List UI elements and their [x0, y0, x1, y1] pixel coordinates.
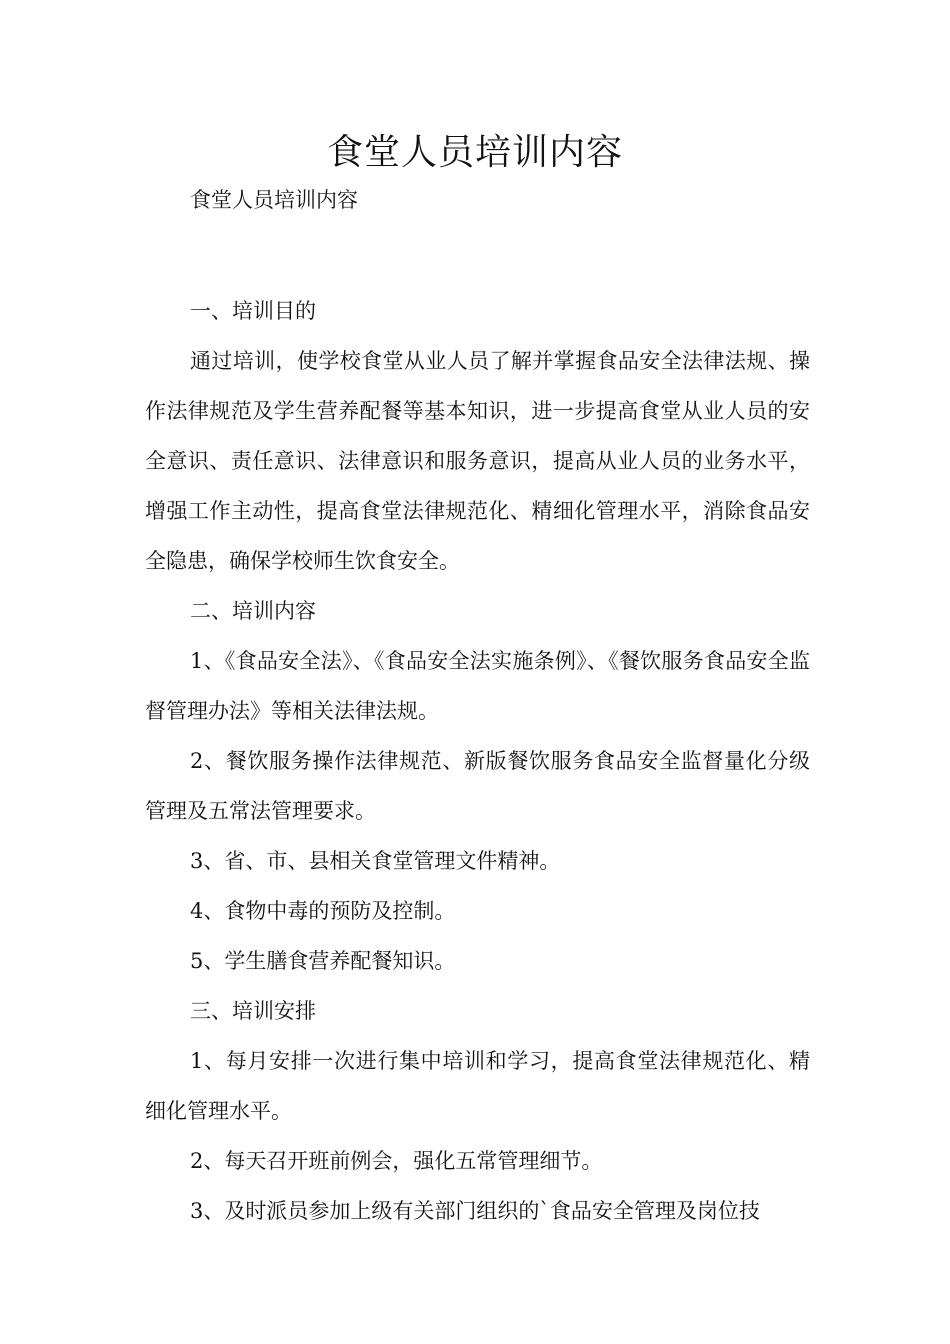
- content-item-4: 4、食物中毒的预防及控制。: [190, 899, 456, 923]
- arrangement-item-1: 1、每月安排一次进行集中培训和学习，提高食堂法律规范化、精细化管理水平。: [145, 1049, 810, 1123]
- document-subtitle: 食堂人员培训内容: [190, 188, 358, 212]
- section-heading-content: 二、培训内容: [190, 599, 316, 623]
- section-heading-purpose: 一、培训目的: [190, 299, 316, 323]
- paragraph-purpose: 通过培训，使学校食堂从业人员了解并掌握食品安全法律法规、操作法律规范及学生营养配餐等基本知识，进一步提高食堂从业人员的安全意识、责任意识、法律意识和服务意识，提高从业人员的业务水平，增强工作主动性，提高食堂法律规范化、精细化管理水平，消除食品安全隐患，确保学校师生饮食安全。: [145, 349, 810, 573]
- content-item-3: 3、省、市、县相关食堂管理文件精神。: [190, 849, 561, 873]
- document-title: 食堂人员培训内容: [326, 132, 623, 173]
- document-body: [145, 286, 810, 1236]
- arrangement-item-3: 3、及时派员参加上级有关部门组织的`食品安全管理及岗位技: [190, 1199, 760, 1223]
- content-item-2: 2、餐饮服务操作法律规范、新版餐饮服务食品安全监督量化分级管理及五常法管理要求。: [145, 749, 810, 823]
- section-heading-arrangement: 三、培训安排: [190, 999, 316, 1023]
- arrangement-item-2: 2、每天召开班前例会，强化五常管理细节。: [190, 1149, 603, 1173]
- content-item-1: 1、《食品安全法》、《食品安全法实施条例》、《餐饮服务食品安全监督管理办法》等相关法律法规。: [145, 649, 810, 723]
- content-item-5: 5、学生膳食营养配餐知识。: [190, 949, 456, 973]
